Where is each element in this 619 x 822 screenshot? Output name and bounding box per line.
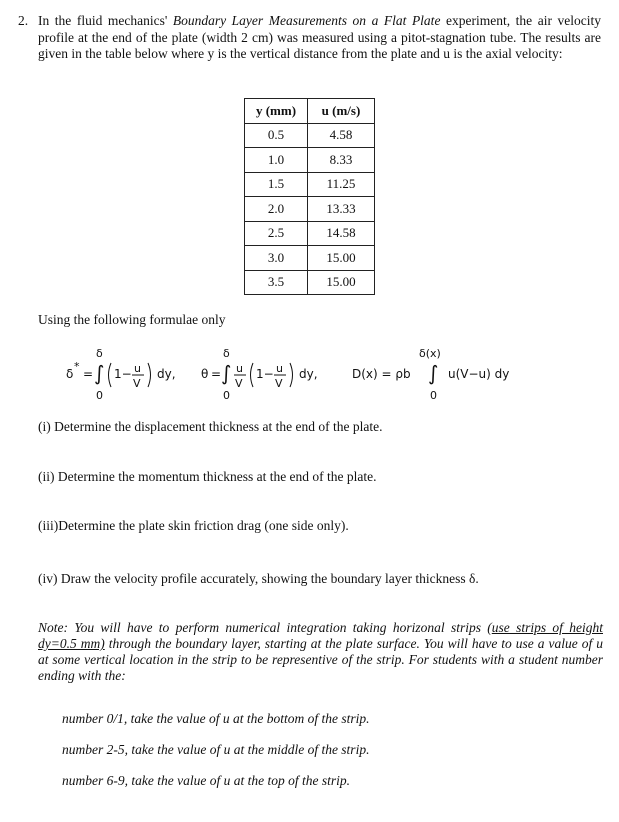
dy-comma: dy, [299,367,318,381]
cell-u: 15.00 [308,270,375,295]
integral-sign: ∫ [428,361,439,385]
header-u: u (m/s) [308,99,375,124]
delta-star-symbol: δ [66,367,74,381]
table-row [245,270,375,295]
question-intro [38,13,601,63]
part-iii: (iii)Determine the plate skin friction drag (one side only). [38,518,349,533]
rule-0-1: number 0/1, take the value of u at the bottom of the strip. [62,711,370,726]
cell-u: 14.58 [308,221,375,246]
table-row [245,148,375,173]
drag-integrand: u(V−u) dy [448,367,510,381]
dy-comma: dy, [157,367,176,381]
cell-y: 1.5 [245,172,308,197]
equals-sign: = [211,367,222,381]
formulae [56,342,596,402]
part-iv: (iv) Draw the velocity profile accurately, showing the boundary layer thickness δ. [38,571,479,586]
table-row [245,123,375,148]
note-underlined: use strips of height dy=0.5 mm) [38,620,603,651]
table-row [245,172,375,197]
cell-y: 2.5 [245,221,308,246]
fraction-denominator: V [275,377,283,390]
note-text-b: through the boundary layer, starting at the plate surface. You will have to use a value of u at some vertical location in the strip to be representive of the strip. For students with a student number ending with the: [38,636,603,683]
left-paren [251,363,254,387]
drag-lhs: D(x) = ρb [352,367,411,381]
momentum-thickness-formula [201,347,318,402]
fraction-numerator: u [134,362,141,375]
table-row [245,221,375,246]
cell-y: 0.5 [245,123,308,148]
one-minus: 1− [114,367,132,381]
cell-y: 2.0 [245,197,308,222]
upper-limit: δ [96,347,103,360]
lower-limit: 0 [430,389,437,402]
cell-y: 3.0 [245,246,308,271]
rule-2-5: number 2-5, take the value of u at the middle of the strip. [62,742,370,757]
velocity-table [244,98,375,295]
note-paragraph [38,620,603,684]
rule-6-9: number 6-9, take the value of u at the top of the strip. [62,773,350,788]
intro-text-a: In the fluid mechanics' [38,13,173,28]
cell-u: 13.33 [308,197,375,222]
question-number: 2. [18,13,29,28]
fraction-denominator: V [133,377,141,390]
formulae-graphic [56,342,596,402]
part-ii: (ii) Determine the momentum thickness at the end of the plate. [38,469,377,484]
equals-sign: = [83,367,94,381]
theta-symbol: θ [201,367,209,381]
table-header-row [245,99,375,124]
displacement-thickness-formula [66,347,176,402]
cell-y: 3.5 [245,270,308,295]
formulae-intro: Using the following formulae only [38,312,226,327]
left-paren [109,363,112,387]
upper-limit: δ [223,347,230,360]
one-minus: 1− [256,367,274,381]
header-y: y (mm) [245,99,308,124]
integral-sign: ∫ [221,361,232,385]
intro-text-b: experiment, the air velocity profile at the end of the plate (width 2 cm) was measured using a pitot-stagnation tube. The results are given in the table below where y is the vertical distance from the plate and u is the axial velocity: [38,13,601,61]
cell-u: 4.58 [308,123,375,148]
experiment-title: Boundary Layer Measurements on a Flat Plate [172,13,441,28]
drag-formula [352,347,509,402]
fraction-numerator: u [236,362,243,375]
cell-u: 15.00 [308,246,375,271]
fraction-denominator: V [235,377,243,390]
table-row [245,197,375,222]
cell-y: 1.0 [245,148,308,173]
cell-u: 11.25 [308,172,375,197]
right-paren [148,363,151,387]
fraction-numerator: u [276,362,283,375]
table-row [245,246,375,271]
note-text-a: Note: You will have to perform numerical integration taking horizonal strips ( [38,620,492,635]
lower-limit: 0 [96,389,103,402]
part-i: (i) Determine the displacement thickness at the end of the plate. [38,419,383,434]
star-superscript: * [74,360,80,373]
right-paren [290,363,293,387]
lower-limit: 0 [223,389,230,402]
upper-limit: δ(x) [419,347,441,360]
integral-sign: ∫ [94,361,105,385]
cell-u: 8.33 [308,148,375,173]
